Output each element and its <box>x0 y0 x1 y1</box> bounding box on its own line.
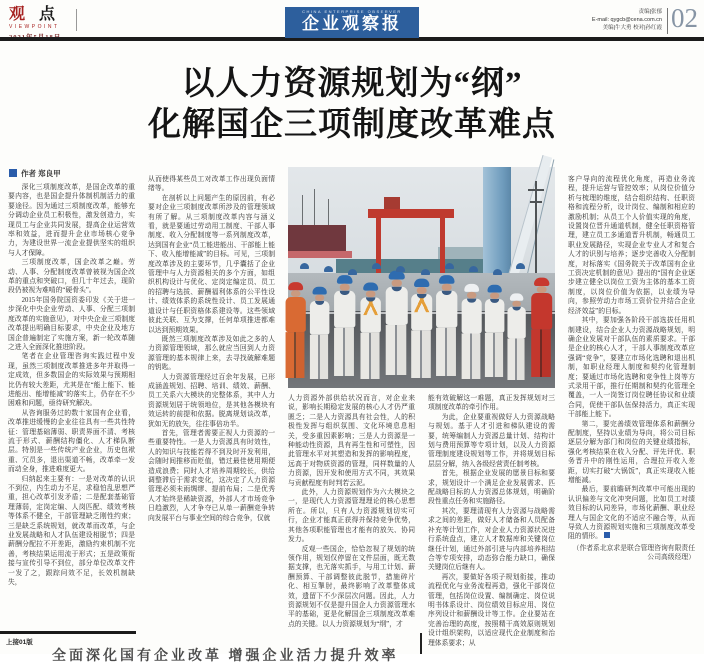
byline: 作者 郑良甲 <box>9 168 61 179</box>
worker-legs <box>531 329 551 377</box>
worker-torso <box>333 291 354 328</box>
bottom-vertical-rule <box>420 633 422 654</box>
byline-square-icon <box>9 169 17 177</box>
worker-legs <box>310 335 328 379</box>
worker-legs <box>334 328 354 376</box>
background-helmet-icon <box>516 263 525 269</box>
article-column-2 <box>148 175 275 630</box>
article-paragraph: 人力资源管理经过百余年发展，已形成涵盖规划、招聘、培训、绩效、薪酬、员工关系六大模块的完整体系，其中人力资源规划居于统领地位，是其他各模块有效运转的前提和依据。脱离规划谈改革，犹如无的放矢，往往事倍功半。 <box>148 373 275 428</box>
background-helmet-icon <box>469 266 478 272</box>
article-column-1 <box>8 183 135 630</box>
worker-legs <box>286 332 305 378</box>
article-column-4 <box>428 394 555 654</box>
background-helmet-icon <box>300 263 309 269</box>
worker-torso <box>360 297 380 332</box>
article-paragraph: 深化三项制度改革，是国企改革的重要内容，也是国企提升体制机制活力的重要途径。因为通过三项制度改革，能够充分调动企业员工积极性，激发创造力，实现员工与企业共同发展，提高企业运营效率和效益，进而提升企业市场核心竞争力，为建设世界一流企业提供坚实的组织与人才保障。 <box>8 184 135 257</box>
worker-torso <box>411 294 432 330</box>
light-pole-arm <box>530 201 542 203</box>
shipyard-workers-photo <box>288 167 555 388</box>
article-paragraph: 首先，管理者需要正视人力资源的一些重要特性。一是人力资源具有时效性，人的知识与技能若得不到及时开发利用，会随时间推移而贬值，错过最佳使用期便造成浪费；同时人才培养周期较长，供给调整滞后于需求变化，这决定了人力资源管理必须未雨绸缪、提前布局；二是优秀人才始终是稀缺资源，外部人才市场竞争日趋激烈，人才争夺已从单一薪酬竞争转向发展平台与事业空间的综合竞争，仅就 <box>148 429 275 522</box>
article-paragraph: 再次，要做好各项子规划衔接，推动流程优化与业务流程再造，强化干部岗位管理，包括岗位设置、编制确定、岗位说明书体系设计、岗位绩效目标应用、岗位序列设计和薪酬设计等工作。企业要站在完善治理的高度，按照精干高效原则规划设计组织架构，以适应现代企业制度和治理体系要求；从 <box>428 573 555 647</box>
worker-face <box>339 284 349 291</box>
hard-hat-icon <box>312 287 326 295</box>
masthead <box>285 7 419 38</box>
article-paragraph: 能有效破解这一难题，真正发挥规划对三项制度改革的牵引作用。 <box>428 395 555 412</box>
editor-line: 责编|张郁 <box>638 9 662 15</box>
worker-torso <box>385 287 407 325</box>
article-paragraph: 三项制度改革，国企改革之巅。劳动、人事、分配制度改革曾被视为国企改革的重点和突破口，但几十年过去，现阶段仍被视为难啃的“硬骨头”。 <box>8 259 135 295</box>
article-paragraph: 2015年国务院国资委印发《关于进一步深化中央企业劳动、人事、分配三项制度改革的实施意见》，对中央企业三项制度改革提出明确目标要求，中央企业及地方国企普遍制定了实施方案，新一轮改革随之进入全面深化推进阶段。 <box>8 296 135 351</box>
hard-hat-icon <box>533 278 548 286</box>
worker-face <box>466 292 475 299</box>
continued-from-label: 上接01版 <box>6 639 33 646</box>
bottom-article-rule <box>0 631 136 634</box>
background-helmet-icon <box>372 263 381 269</box>
article-column-5 <box>568 175 695 654</box>
ship-hull-shape <box>288 225 346 252</box>
background-helmet-icon <box>445 263 454 269</box>
hard-hat-icon <box>464 284 479 292</box>
hard-hat-icon <box>438 275 454 284</box>
worker-torso <box>285 297 305 332</box>
worker-face <box>441 284 451 291</box>
background-helmet-icon <box>348 269 357 275</box>
headline: 以人力资源规划为“纲” 化解国企三项制度改革难点 <box>148 66 556 143</box>
worker-torso <box>435 291 456 328</box>
article-paragraph: 其次，要理清现有人力资源与战略需求之间的差距，做好人才储备和人员配备补充等计划工作，对企业人力资源状况进行系统盘点，建立人才数据库和关键岗位继任计划，通过外部引进与内部培养相结合等专项安排，动态弥合能力缺口，确保关键岗位后继有人。 <box>428 507 555 572</box>
header-divider-right <box>667 8 668 34</box>
worker-torso <box>531 293 552 329</box>
distant-mast-shape <box>302 195 303 229</box>
article-end-mark-icon <box>604 532 610 538</box>
worker-torso <box>309 301 329 335</box>
worker-legs <box>411 330 431 378</box>
email-line: E-mail: qygcb@cena.com.cn <box>591 17 662 23</box>
light-pole <box>535 181 537 273</box>
worker-face <box>416 287 426 294</box>
worker-legs <box>507 339 524 380</box>
worker-torso <box>461 299 481 334</box>
article-paragraph: 客户导向的流程优化角度，再造业务流程，提升运营与管控效率；从岗位价值分析与梳理的维度，结合组织结构、任职资格和流程分析，设计岗位、编制和相应的激励机制；从员工个人价值实现的角度，设置岗位晋升通道机制，健全任职资格管理，建立员工多通道晋升机制，畅通员工职业发展路径，实现企业专业人才和复合人才的识别与培养；逐步完善收入分配制度，对标落实《国务院关于改革国有企业工资决定机制的意见》提出的“国有企业逐步建立健全以岗位工资为主体的基本工资制度，以岗位价值为依据，以业绩为导向，参照劳动力市场工资价位并结合企业经济效益”的目标。 <box>568 176 695 315</box>
header-divider-left <box>76 9 77 31</box>
article-column-3 <box>288 394 415 634</box>
worker-face <box>536 286 546 293</box>
page-number: 02 <box>671 3 698 33</box>
background-helmet-icon <box>493 269 502 275</box>
worker-face <box>391 279 401 286</box>
article-paragraph: 其中，要加强各阶段干部选拔任用机制建设，结合企业人力资源战略规划，明确企业发展对干部队伍的素质要求。干部是企业的核心人才，干部人事制度改革应强调“竞争”，要建立市场化选聘和退出机制，如职业经理人制度和契约化管理制度；要通过市场化选聘和竞争性上岗等方式录用干部，推行任期制和契约化管理全覆盖，一人一岗签订岗位聘任协议和业绩合同，促使干部队伍保持活力，真正实现干部能上能下。 <box>568 317 695 419</box>
hard-hat-icon <box>363 282 378 290</box>
article-paragraph: 从而使得某些员工对改革工作出现负面情绪等。 <box>148 176 275 193</box>
section-title: 观点 <box>9 6 70 23</box>
editor-info <box>592 8 662 32</box>
background-helmet-icon <box>396 266 405 272</box>
hard-hat-icon <box>487 285 501 293</box>
light-pole-arm <box>528 189 544 191</box>
article-paragraph: 反观一些国企，恰恰忽视了规划的统领作用，规划仅停留在文件层面，既无数据支撑，也无落实抓手，与用工计划、薪酬预算、干部调整彼此脱节，措施碎片化、相互掣肘，最终影响了改革整体成效，遗留下不少深层次问题。因此，人力资源规划不仅是提升国企人力资源管理水平的基础，更是化解国企三项制度改革难点的关键。以人力资源规划为“纲”，才 <box>288 545 415 628</box>
article-paragraph: 在剖析以上问题产生的原因前，有必要对企业三项制度改革所涉及的管理领域有所了解。从三项制度改革内容与涵义看，就是要通过劳动用工制度、干部人事制度、收入分配制度等一系列制度改革，达到国有企业“员工能进能出、干部能上能下、收入能增能减”的目标。可见，三项制度改革涉及的主要环节，几乎囊括了企业管理中与人力资源相关的多个方面，如组织机构设计与优化、定岗定编定员、员工的招聘与选拔、薪酬福利体系的公平性设计、绩效体系的系统性设计、员工发展通道设计与任职资格体系建设等。这些领域彼此关联、互为支撑，任何单项推进都难以达到预期效果。 <box>148 194 275 334</box>
author-credit: （作者系北京求是联合管理咨询有限责任公司高级经理） <box>572 544 695 562</box>
worker-legs <box>386 325 407 375</box>
article-paragraph: 笔者在企业管理咨询实践过程中发现，虽然三项制度改革推进多年并取得一定成效，但多数国企的实际效果与预期相比仍有较大差距，尤其是在“能上能下、能进能出、能增能减”的落实上，仍存在不少困难和问题，亟待研究解决。 <box>8 353 135 408</box>
worker-face <box>365 291 375 298</box>
section-title-en: VIEWPOINT <box>9 24 60 30</box>
article-paragraph: 既然三项制度改革涉及如此之多的人力资源管理领域，那么就应当回到人力资源管理的基本规律上来，去寻找破解难题的钥匙。 <box>148 335 275 372</box>
worker-legs <box>360 333 379 379</box>
article-paragraph: 首先，根据企业发展的愿景目标和要求，规划设计一个满足企业发展需求、匹配战略目标的人力资源总体规划，明确阶段性重点任务和实施路径。 <box>428 470 555 506</box>
masthead-title: 企业观察报 <box>302 14 402 33</box>
worker-legs <box>485 333 503 377</box>
worker-legs <box>436 328 456 376</box>
article-paragraph: 人力资源外部供给状况而言，对企业来说，影响长期稳定发展的核心人才仍严重匮乏；二是人力资源具有社会性，人的积极性发挥与组织氛围、文化环境息息相关，受多重因素影响；三是人力资源是一种能动性资源，具有再生性和可塑性，因此管理水平对其塑造和发挥的影响程度，远高于对物质资源的管理，同样数量的人力资源，因开发和使用方式不同，其效果与贡献程度有时判若云泥。 <box>288 395 415 487</box>
article-paragraph: 从咨询服务过的数十家国有企业看，改革推进缓慢的企业往往具有一些共性特征：管理基础薄弱、职责界面不清、考核流于形式、薪酬结构僵化、人才梯队断层。特别是一些传统产业企业，历史包袱重、冗员多，退出渠道不畅，改革牵一发而动全身，推进难度更大。 <box>8 409 135 474</box>
article-paragraph: 第二，要完善绩效管理体系和薪酬分配制度，坚持以业绩为导向，将公司目标逐层分解为部门和岗位的关键业绩指标，强化考核结果在收入分配、评先评优、职务晋升中的刚性运用，合理拉开收入差距，切实打破“大锅饭”，真正实现收入能增能减。 <box>568 420 695 484</box>
worker-face <box>290 290 299 297</box>
article-paragraph: 为此，企业要重视做好人力资源战略与规划。基于人才引进和梯队建设的需要，统筹编制人力资源总量计划、结构计划与费用预算等专项计划，以及人力资源管理制度建设规划等工作，并将规划目标层层分解，纳入各级经营责任制考核。 <box>428 413 555 468</box>
article-paragraph: 归纳起来主要有：一是对改革的认识不到位，内生动力不足，求稳怕乱思想严重，担心改革引发矛盾；二是配套基础管理薄弱，定岗定编、人岗匹配、绩效考核等体系不健全，干部管理缺乏刚性约束；三是缺乏系统规划，就改革而改革，与企业发展战略和人才队伍建设相脱节；四是薪酬分配拉不开差距，激励约束机制不完善，考核结果运用流于形式；五是政策衔接与宣传引导不到位，部分单位改革文件一发了之，跟踪问效不足，长效机制缺失， <box>8 475 135 587</box>
hard-hat-icon <box>509 293 522 300</box>
article-paragraph: 最后，要前瞻研判改革中可能出现的认识偏差与文化冲突问题，比如员工对绩效目标的认同差异，市场化薪酬、职业经理人与国企文化的不适应不融合等，从而导致人力资源规划实施和三项制度改革受阻的情形。 <box>568 486 695 541</box>
hard-hat-icon <box>288 282 303 290</box>
worker-figure <box>526 278 557 377</box>
distant-mast-shape <box>314 189 315 229</box>
hard-hat-icon <box>336 275 352 284</box>
worker-torso <box>484 299 504 333</box>
section-block <box>9 7 95 41</box>
worker-legs <box>462 333 481 379</box>
dock-roof-shape <box>288 251 352 258</box>
worker-torso <box>507 307 525 339</box>
masthead-english: CHINA ENTERPRISE OBSERVER <box>302 9 402 14</box>
hard-hat-icon <box>413 279 428 287</box>
background-helmet-icon <box>324 266 333 272</box>
cutoff-next-headline: 全面深化国有企业改革 增强企业活力提升效率 <box>52 649 399 664</box>
background-helmet-icon <box>421 269 430 275</box>
gantry-crane-leg <box>440 217 445 273</box>
art-editor-line: 美编|牛大勇 校对|孙红霞 <box>602 25 662 31</box>
article-paragraph: 此外，人力资源规划作为六大模块之一，是现代人力资源管理理论的核心思想所在。所以，只有人力资源规划切实可行，企业才能真正获得并保持竞争优势，其他各项职能管理也才能有的放矢、协同发力。 <box>288 489 415 544</box>
